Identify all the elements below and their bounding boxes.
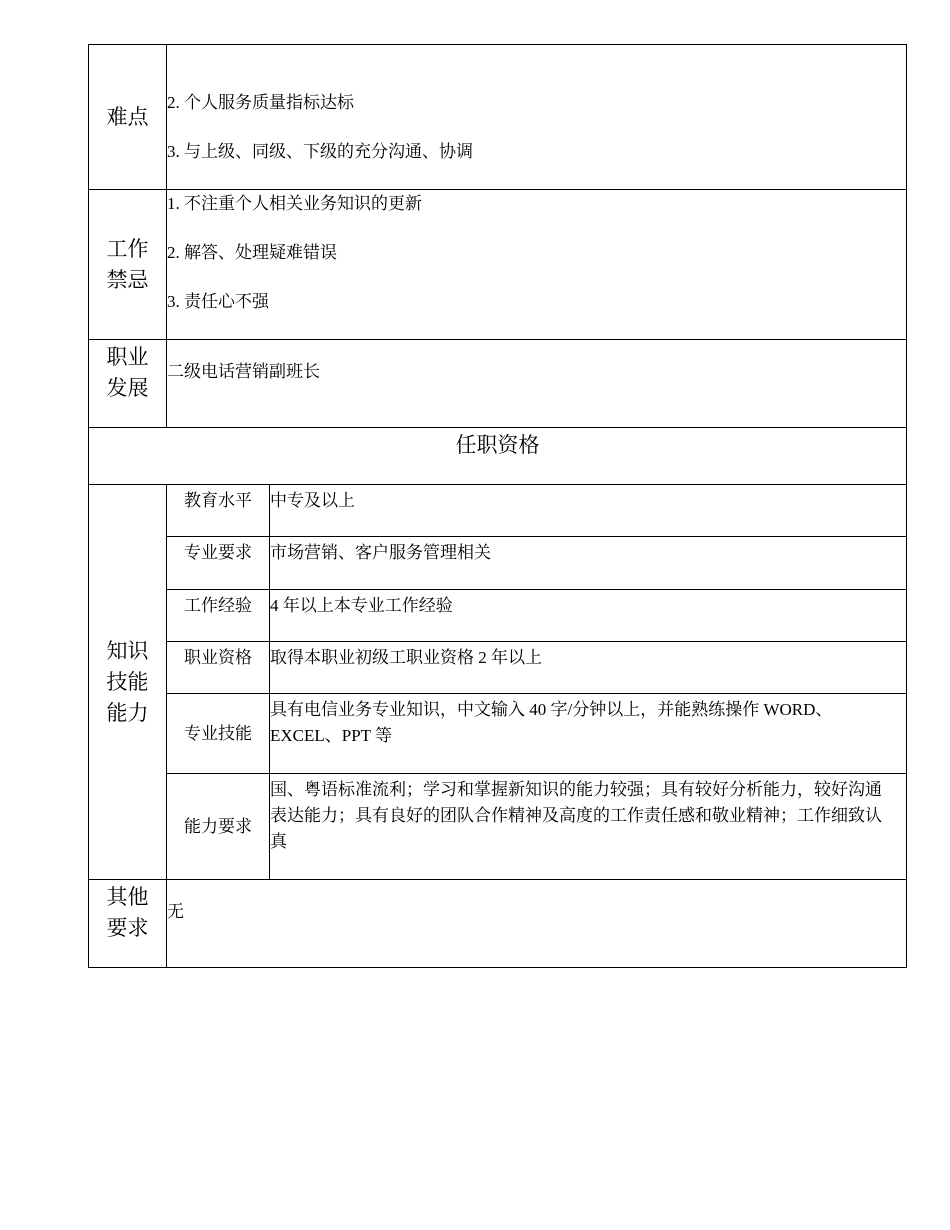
skills-value: 具有电信业务专业知识，中文输入 40 字/分钟以上，并能熟练操作 WORD、EXCEL、PPT 等 <box>270 694 907 774</box>
education-value: 中专及以上 <box>270 485 907 537</box>
ability-label: 能力要求 <box>167 774 270 880</box>
knowledge-row <box>89 694 907 774</box>
knowledge-label <box>89 485 167 880</box>
difficulty-label <box>89 45 167 190</box>
knowledge-label-line: 知识 <box>106 638 149 663</box>
major-value: 市场营销、客户服务管理相关 <box>270 537 907 590</box>
skills-label: 专业技能 <box>167 694 270 774</box>
experience-value: 4 年以上本专业工作经验 <box>270 590 907 642</box>
other-label <box>89 880 167 968</box>
qualification-title: 任职资格 <box>89 428 907 485</box>
taboo-content <box>167 190 907 340</box>
career-value: 二级电话营销副班长 <box>167 362 320 381</box>
taboo-row <box>89 190 907 340</box>
major-label: 专业要求 <box>167 537 270 590</box>
other-content <box>167 880 907 968</box>
taboo-item: 1. 不注重个人相关业务知识的更新 <box>167 194 422 213</box>
other-row <box>89 880 907 968</box>
difficulty-item: 3. 与上级、同级、下级的充分沟通、协调 <box>167 142 473 161</box>
ability-value: 国、粤语标准流利；学习和掌握新知识的能力较强；具有较好分析能力，较好沟通表达能力；具有良好的团队合作精神及高度的工作责任感和敬业精神；工作细致认真 <box>270 774 907 880</box>
taboo-item: 2. 解答、处理疑难错误 <box>167 243 337 262</box>
knowledge-row <box>89 642 907 694</box>
taboo-label-line: 禁忌 <box>106 267 149 292</box>
other-value: 无 <box>167 902 184 921</box>
difficulty-label-line: 难点 <box>106 104 149 129</box>
education-label: 教育水平 <box>167 485 270 537</box>
job-description-document <box>88 44 906 968</box>
knowledge-label-line: 能力 <box>106 700 149 725</box>
experience-label: 工作经验 <box>167 590 270 642</box>
other-label-line: 要求 <box>106 916 149 940</box>
qualification-row <box>89 428 907 485</box>
certification-value: 取得本职业初级工职业资格 2 年以上 <box>270 642 907 694</box>
job-requirements-table <box>88 44 907 968</box>
knowledge-row <box>89 485 907 537</box>
career-label-line: 职业 <box>106 345 149 369</box>
difficulty-content <box>167 45 907 190</box>
taboo-label-line: 工作 <box>106 236 149 261</box>
career-row <box>89 340 907 428</box>
other-label-line: 其他 <box>106 885 149 909</box>
career-label-line: 发展 <box>106 376 149 400</box>
knowledge-row <box>89 537 907 590</box>
knowledge-label-line: 技能 <box>106 669 149 694</box>
career-content <box>167 340 907 428</box>
difficulty-item: 2. 个人服务质量指标达标 <box>167 93 354 112</box>
knowledge-row <box>89 774 907 880</box>
taboo-label <box>89 190 167 340</box>
career-label <box>89 340 167 428</box>
certification-label: 职业资格 <box>167 642 270 694</box>
difficulty-row <box>89 45 907 190</box>
taboo-item: 3. 责任心不强 <box>167 292 269 311</box>
knowledge-row <box>89 590 907 642</box>
